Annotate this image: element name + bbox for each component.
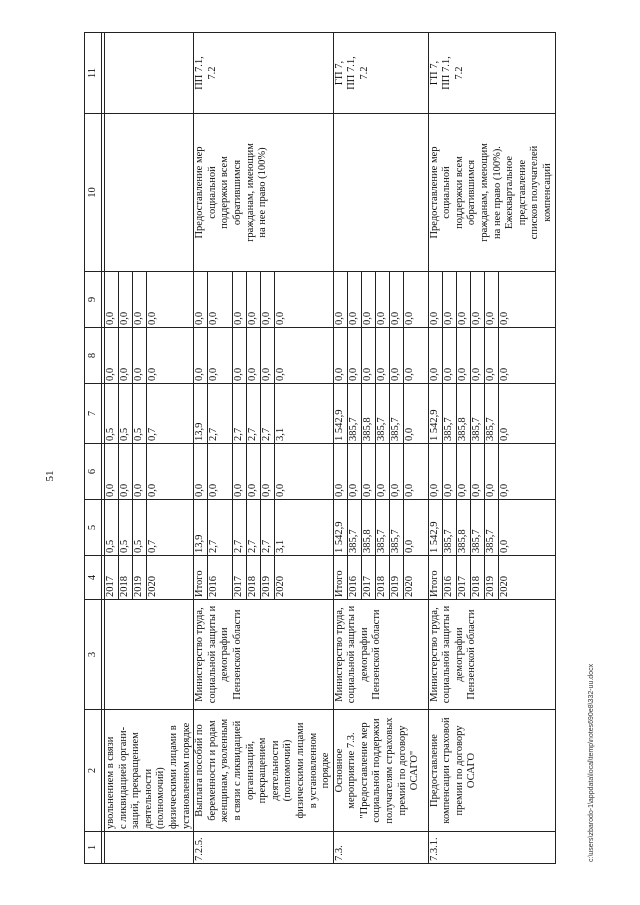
col8-value: 0,0: [429, 328, 443, 383]
target-indicator: ГП 7, ПП 7.1, 7.2: [333, 33, 428, 114]
target-indicator: ГП 7, ПП 7.1, 7.2: [428, 33, 555, 114]
total-value: 3,1: [275, 539, 287, 553]
col7-value: 3,1: [275, 427, 287, 441]
col8-value: 0,0: [361, 328, 375, 383]
total-value: 13,9: [194, 500, 208, 555]
year: Итого: [334, 556, 348, 599]
activity-name: Предоставление компенсации страховой премии по договору ОСАГО: [428, 710, 555, 832]
col8-cell: [333, 328, 428, 384]
col6-value: 0,0: [247, 444, 261, 499]
col6-value: 0,0: [389, 444, 403, 499]
footer-file-path: c:\users\zbarodo-1\appdata\local\temp\notes690e8\332-uu.docx: [588, 663, 595, 862]
executor: Министерство труда, социальной защиты и демографии Пензенской области: [428, 600, 555, 710]
col8-value: 0,0: [233, 328, 247, 383]
executor: [105, 600, 194, 710]
col9-value: 0,0: [456, 272, 470, 327]
total-value: 0,0: [403, 539, 415, 553]
col7-value: 13,9: [194, 384, 208, 443]
year: 2016: [442, 556, 456, 599]
col8-value: 0,0: [133, 328, 147, 383]
col6-value: 0,0: [456, 444, 470, 499]
table-row-continuation: [105, 33, 194, 864]
col8-value: 0,0: [484, 328, 498, 383]
col7-cell: [105, 384, 194, 444]
col6-value: 0,0: [261, 444, 275, 499]
year: 2019: [261, 556, 275, 599]
year: 2018: [375, 556, 389, 599]
row-number: 7.3.1.: [428, 832, 555, 864]
total-value: 2,7: [261, 500, 275, 555]
col7-value: 0,5: [119, 384, 133, 443]
col8-value: 0,0: [194, 328, 208, 383]
total-value: 0,5: [133, 500, 147, 555]
col6-value: 0,0: [147, 444, 161, 499]
col7-value: 385,7: [389, 384, 403, 443]
col7-value: 385,7: [470, 384, 484, 443]
col8-cell: [194, 328, 334, 384]
year: 2019: [133, 556, 147, 599]
col8-value: 0,0: [208, 328, 233, 383]
table-row-7-3: [333, 33, 428, 864]
row-number: 7.2.5.: [194, 832, 334, 864]
expected-result: [105, 114, 194, 272]
col7-value: 2,7: [247, 384, 261, 443]
col6-cell: [105, 444, 194, 500]
col9-value: 0,0: [429, 272, 443, 327]
col7-cell: [194, 384, 334, 444]
target-indicator: [105, 33, 194, 114]
expected-result: Предоставление мер социальной поддержки всем обратившимся гражданам, имеющим на нее право (100%): [194, 114, 334, 272]
page-number: 51: [44, 470, 56, 482]
col-header-4: 4: [85, 556, 102, 600]
total-value: 2,7: [247, 500, 261, 555]
year-cell: [194, 556, 334, 600]
col7-value: 385,8: [361, 384, 375, 443]
year: 2020: [147, 556, 161, 599]
col-header-3: 3: [85, 600, 102, 710]
col8-value: 0,0: [456, 328, 470, 383]
col9-value: 0,0: [442, 272, 456, 327]
total-value: 385,7: [375, 500, 389, 555]
col6-value: 0,0: [334, 444, 348, 499]
year-cell: [428, 556, 555, 600]
col6-value: 0,0: [442, 444, 456, 499]
col8-value: 0,0: [105, 328, 119, 383]
total-value: 0,5: [119, 500, 133, 555]
col-header-8: 8: [85, 328, 102, 384]
col8-value: 0,0: [389, 328, 403, 383]
col-header-10: 10: [85, 114, 102, 272]
executor: Министерство труда, социальной защиты и демографии Пензенской области: [333, 600, 428, 710]
expected-result: Предоставление мер социальной поддержки всем обратившимся гражданам, имеющим на нее право (100%). Ежеквартальное представление списков получателей компенсаций: [428, 114, 555, 272]
col9-value: 0,0: [194, 272, 208, 327]
col9-cell: [105, 272, 194, 328]
col9-value: 0,0: [347, 272, 361, 327]
col8-cell: [105, 328, 194, 384]
col9-value: 0,0: [233, 272, 247, 327]
col9-cell: [194, 272, 334, 328]
col9-value: 0,0: [361, 272, 375, 327]
total-value: 0,7: [147, 500, 161, 555]
col6-value: 0,0: [275, 483, 287, 497]
col9-value: 0,0: [375, 272, 389, 327]
total-value: 385,8: [361, 500, 375, 555]
col9-value: 0,0: [105, 272, 119, 327]
col8-cell: [428, 328, 555, 384]
col7-value: 385,7: [484, 384, 498, 443]
year-cell: [333, 556, 428, 600]
col-header-5: 5: [85, 500, 102, 556]
expected-result: [333, 114, 428, 272]
col6-value: 0,0: [498, 483, 510, 497]
col-header-11: 11: [85, 33, 102, 114]
year: 2019: [389, 556, 403, 599]
col7-value: 0,0: [403, 427, 415, 441]
col9-value: 0,0: [275, 311, 287, 325]
col-header-1: 1: [85, 832, 102, 864]
year: 2018: [470, 556, 484, 599]
col8-value: 0,0: [442, 328, 456, 383]
col8-value: 0,0: [147, 328, 161, 383]
executor: Министерство труда, социальной защиты и демографии Пензенской области: [194, 600, 334, 710]
col9-cell: [428, 272, 555, 328]
year: 2020: [403, 576, 415, 597]
col9-value: 0,0: [261, 272, 275, 327]
activity-name: Выплата пособий по беременности и родам женщинам, уволенным в связи с ликвидацией организаций, прекращением деятельности (полномочий) физическими лицами в установленном порядке: [194, 710, 334, 832]
col6-value: 0,0: [105, 444, 119, 499]
col9-value: 0,0: [389, 272, 403, 327]
total-value: 2,7: [233, 500, 247, 555]
total-amount-cell: [194, 500, 334, 556]
col7-value: 0,5: [133, 384, 147, 443]
col-header-7: 7: [85, 384, 102, 444]
col8-value: 0,0: [119, 328, 133, 383]
col9-value: 0,0: [484, 272, 498, 327]
col6-value: 0,0: [194, 444, 208, 499]
col8-value: 0,0: [403, 367, 415, 381]
col8-value: 0,0: [470, 328, 484, 383]
year-cell: [105, 556, 194, 600]
col7-value: 0,0: [498, 427, 510, 441]
col8-value: 0,0: [347, 328, 361, 383]
col6-value: 0,0: [347, 444, 361, 499]
year: 2017: [456, 556, 470, 599]
activity-name: увольнением в связи с ликвидацией органи- заций, прекращением деятельности (полномочий) физическими лицами в установленном порядке: [105, 710, 194, 832]
total-value: 1 542,9: [429, 500, 443, 555]
total-value: 385,7: [484, 500, 498, 555]
col7-value: 1 542,9: [334, 384, 348, 443]
total-value: 1 542,9: [334, 500, 348, 555]
table-row-7-2-5: [194, 33, 334, 864]
table-row-7-3-1: [428, 33, 555, 864]
rotated-table-sheet: [84, 33, 578, 864]
total-value: 385,7: [389, 500, 403, 555]
total-amount-cell: [428, 500, 555, 556]
col7-value: 385,7: [375, 384, 389, 443]
col9-value: 0,0: [470, 272, 484, 327]
col8-value: 0,0: [334, 328, 348, 383]
col7-value: 385,8: [456, 384, 470, 443]
col6-value: 0,0: [375, 444, 389, 499]
row-number: [105, 832, 194, 864]
col6-cell: [333, 444, 428, 500]
col7-value: 2,7: [208, 384, 233, 443]
col7-value: 0,7: [147, 384, 161, 443]
year: Итого: [194, 556, 208, 599]
col9-value: 0,0: [247, 272, 261, 327]
col6-value: 0,0: [361, 444, 375, 499]
year: 2020: [498, 576, 510, 597]
total-value: 385,7: [470, 500, 484, 555]
col8-value: 0,0: [498, 367, 510, 381]
year: 2020: [275, 576, 287, 597]
col8-value: 0,0: [261, 328, 275, 383]
col6-value: 0,0: [403, 483, 415, 497]
col9-value: 0,0: [133, 272, 147, 327]
col6-value: 0,0: [429, 444, 443, 499]
year: 2017: [105, 556, 119, 599]
col-header-6: 6: [85, 444, 102, 500]
col9-value: 0,0: [119, 272, 133, 327]
col7-value: 1 542,9: [429, 384, 443, 443]
year: 2019: [484, 556, 498, 599]
col9-value: 0,0: [403, 311, 415, 325]
total-value: 385,7: [442, 500, 456, 555]
col6-value: 0,0: [119, 444, 133, 499]
year: 2016: [347, 556, 361, 599]
col8-value: 0,0: [247, 328, 261, 383]
col9-value: 0,0: [334, 272, 348, 327]
col7-cell: [428, 384, 555, 444]
col-header-2: 2: [85, 710, 102, 832]
col6-cell: [428, 444, 555, 500]
year: 2017: [361, 556, 375, 599]
year: 2017: [233, 556, 247, 599]
col8-value: 0,0: [375, 328, 389, 383]
total-amount-cell: [105, 500, 194, 556]
total-value: 385,7: [347, 500, 361, 555]
col-header-9: 9: [85, 272, 102, 328]
total-value: 2,7: [208, 500, 233, 555]
total-amount-cell: [333, 500, 428, 556]
col6-value: 0,0: [133, 444, 147, 499]
total-value: 0,0: [498, 539, 510, 553]
col8-value: 0,0: [275, 367, 287, 381]
activity-name: Основное мероприятие 7.3. "Предоставление мер социальной поддержки получателям страховых премий по договору ОСАГО": [333, 710, 428, 832]
year: 2018: [247, 556, 261, 599]
year: 2016: [208, 556, 233, 599]
year: Итого: [429, 556, 443, 599]
row-number: 7.3.: [333, 832, 428, 864]
col6-value: 0,0: [233, 444, 247, 499]
col9-value: 0,0: [147, 272, 161, 327]
col7-value: 385,7: [442, 384, 456, 443]
total-value: 385,8: [456, 500, 470, 555]
col7-value: 2,7: [233, 384, 247, 443]
col7-value: 385,7: [347, 384, 361, 443]
col7-value: 2,7: [261, 384, 275, 443]
col9-value: 0,0: [498, 311, 510, 325]
col6-value: 0,0: [484, 444, 498, 499]
col6-value: 0,0: [470, 444, 484, 499]
col9-cell: [333, 272, 428, 328]
year: 2018: [119, 556, 133, 599]
column-number-row: [85, 33, 102, 864]
col6-value: 0,0: [208, 444, 233, 499]
program-activities-table: [84, 32, 556, 864]
col6-cell: [194, 444, 334, 500]
target-indicator: ПП 7.1, 7.2: [194, 33, 334, 114]
col7-value: 0,5: [105, 384, 119, 443]
total-value: 0,5: [105, 500, 119, 555]
col7-cell: [333, 384, 428, 444]
col9-value: 0,0: [208, 272, 233, 327]
